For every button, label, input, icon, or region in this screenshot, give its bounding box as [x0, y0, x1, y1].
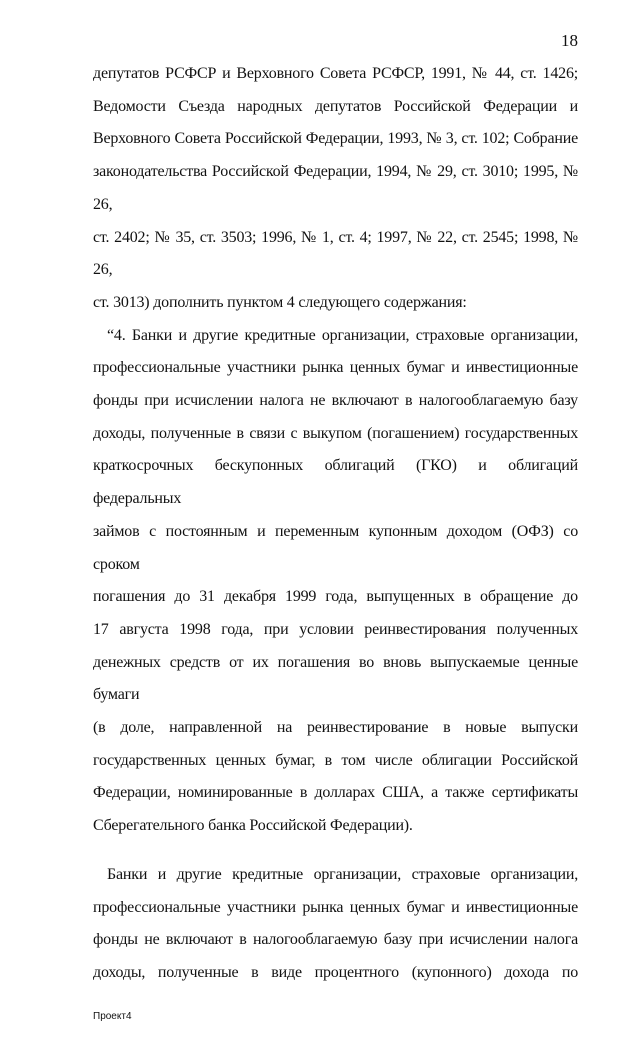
text-line: погашения до 31 декабря 1999 года, выпущенных в обращение до: [93, 588, 578, 606]
text-line: денежных средств от их погашения во вновь выпускаемые ценные бумаги: [93, 653, 578, 704]
text-line: краткосрочных бескупонных облигаций (ГКО) и облигаций федеральных: [93, 457, 578, 508]
text-line: государственных ценных бумаг, в том числе облигации Российской: [93, 751, 578, 769]
text-line: фонды при исчислении налога не включают в налогооблагаемую базу: [93, 392, 578, 410]
text-line: профессиональные участники рынка ценных бумаг и инвестиционные: [93, 898, 578, 916]
text-line: (в доле, направленной на реинвестирование в новые выпуски: [93, 719, 578, 737]
text-line: депутатов РСФСР и Верховного Совета РСФСР, 1991, № 44, ст. 1426;: [93, 65, 578, 82]
text-line: профессиональные участники рынка ценных бумаг и инвестиционные: [93, 359, 578, 377]
text-line: ст. 2402; № 35, ст. 3503; 1996, № 1, ст. 4; 1997, № 22, ст. 2545; 1998, № 26,: [93, 228, 578, 279]
text-line: доходы, полученные в виде процентного (купонного) дохода по: [93, 963, 578, 981]
text-line: Сберегательного банка Российской Федерации).: [93, 817, 413, 835]
text-line: Федерации, номинированные в долларах США, а также сертификаты: [93, 784, 578, 802]
paragraph-start: Банки и другие кредитные организации, страховые организации,: [107, 865, 578, 883]
text-line: Верховного Совета Российской Федерации, 1993, № 3, ст. 102; Собрание: [93, 130, 578, 148]
document-body: [93, 58, 578, 990]
text-line: Ведомости Съезда народных депутатов Российской Федерации и: [93, 97, 578, 115]
text-line: займов с постоянным и переменным купонным доходом (ОФЗ) со сроком: [93, 522, 578, 573]
text-line: фонды не включают в налогооблагаемую базу при исчислении налога: [93, 931, 578, 949]
text-line: доходы, полученные в связи с выкупом (погашением) государственных: [93, 424, 578, 442]
text-line: законодательства Российской Федерации, 1994, № 29, ст. 3010; 1995, № 26,: [93, 163, 578, 213]
text-line: ст. 3013) дополнить пунктом 4 следующего содержания:: [93, 293, 467, 311]
text-line: 17 августа 1998 года, при условии реинвестирования полученных: [93, 620, 578, 638]
paragraph-start: “4. Банки и другие кредитные организации, страховые организации,: [107, 326, 578, 344]
footer-label: Проект4: [93, 1010, 132, 1022]
page-number: 18: [561, 31, 578, 50]
